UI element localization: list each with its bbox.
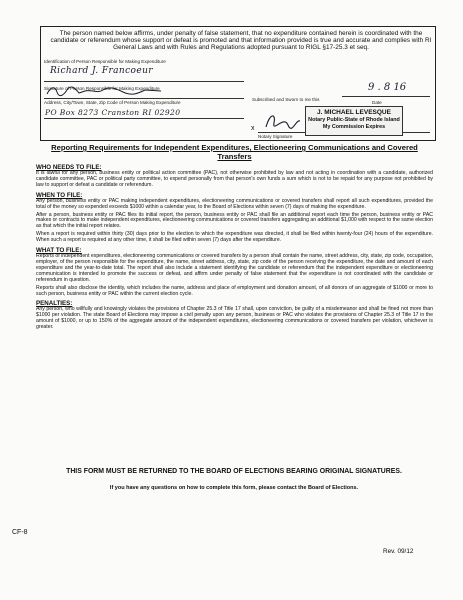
notary-signature-image <box>262 111 302 131</box>
date-line <box>342 96 430 97</box>
when-paragraph-1: Any person, business entity or PAC making independent expenditures, electioneering communications or covered transfers shall report all such expenditures, provided the total of the money so expended exceeds $1000 within a calendar year, to the Board of Elections within seven (7) days of making the expenditure. <box>36 197 433 210</box>
what-paragraph-2: Reports shall also disclose the identity, which includes the name, address and place of employment and donation amount, of all donors of an aggregate of $1000 or more to such person, business entity or PAC within the current election cycle. <box>36 284 433 297</box>
when-paragraph-3: When a report is required within thirty (30) days prior to the election to which the expenditure was directed, it shall be filed within twenty-four (24) hours of the expenditure. When such a report is required at any other time, it shall be filed within seven (7) days after the expenditure. <box>36 231 433 244</box>
subscribed-label: Subscribed and Sworn to me this <box>252 97 320 102</box>
address-label: Address, City/Town, State, Zip Code of Person Making Expenditure <box>44 100 181 105</box>
instructions-section <box>36 143 433 333</box>
what-heading: WHAT TO FILE: <box>36 247 82 255</box>
handwritten-date: 9 . 8 16 <box>368 82 407 93</box>
who-heading: WHO NEEDS TO FILE: <box>36 164 102 171</box>
questions-notice: If you have any questions on how to complete this form, please contact the Board of Elections. <box>109 485 359 491</box>
signature-line <box>44 98 244 99</box>
penalties-paragraph: Any person, who willfully and knowingly violates the provisions of Chapter 25.3 of Title 17 shall, upon conviction, be guilty of a misdemeanor and shall be fined not more than $1000 per violation. The state Board of Elections may impose a civil penalty upon any person, business or PAC who violates the provisions of Chapter 25.3 of Title 17 in the amount of $1000, or up to 150% of the aggregate amount of the independent expenditures, electioneering communications or covered transfers per violation, whichever is greater. <box>36 306 433 331</box>
penalties-heading: PENALTIES: <box>36 300 73 308</box>
return-notice: THIS FORM MUST BE RETURNED TO THE BOARD OF ELECTIONS BEARING ORIGINAL SIGNATURES. <box>66 468 402 475</box>
notary-stamp <box>305 106 403 136</box>
handwritten-name: Richard J. Francoeur <box>50 66 154 76</box>
notary-signature-label: Notary Signature <box>258 134 293 139</box>
name-line <box>44 81 244 82</box>
what-paragraph-1: Reports of independent expenditures, electioneering communications or covered transfers by a person shall contain the name, street address, city, state, zip code, occupation, employer, of the person responsible for the expenditure, the name, street address, city, state, zip code of the person receiving the expenditure, the date and amount of each expenditure and the year-to-date total. The report shall also include a statement identifying the candidate or referendum that the independent expenditure or electioneering communication is intended to promote the success or defeat, and affirm under penalty of false statement that the expenditure is not coordinated with the candidate or referendum in question. <box>36 253 433 283</box>
signature-label: Signature of Person Responsible for Making Expenditure <box>44 86 160 91</box>
date-label: Date <box>372 100 382 105</box>
certification-statement: The person named below affirms, under penalty of false statement, that no expenditure contained herein is coordinated with the candidate or referendum whose support or defeat is promoted and that information provided is true and accurate and complies with RI General Laws and with Rules and Regulations adopted pursuant to RIGL §17-25.3 et seq. <box>50 30 432 52</box>
notary-commission: My Commission Expires <box>322 124 386 130</box>
notary-title: Notary Public-State of Rhode Island <box>308 117 400 123</box>
form-number: CF-8 <box>12 529 28 536</box>
notary-name: J. MICHAEL LEVESQUE <box>317 109 391 116</box>
when-heading: WHEN TO FILE: <box>36 191 83 199</box>
id-label: Identification of Person Responsible for Making Expenditure <box>44 59 166 64</box>
x-mark: x <box>251 125 255 132</box>
when-paragraph-2: After a person, business entity or PAC files its initial report, the person, business entity or PAC shall file an additional report each time the person, business entity or PAC makes or contracts to make independent expenditures, electioneering communications or covered transfers aggregating an additional $1,000 with respect to the same election as that which the initial report relates. <box>36 211 433 230</box>
handwritten-address: PO Box 8273 Cranston RI 02920 <box>45 108 181 117</box>
address-line <box>44 118 244 119</box>
reporting-title: Reporting Requirements for Independent Expenditures, Electioneering Communications and Covered Transfers <box>51 143 418 161</box>
who-paragraph: It is lawful for any person, business entity or political action committee (PAC), not otherwise prohibited by law and not acting in coordination with a candidate, authorized candidate committee, PAC or political party committee, to expend personally from that person's own funds a sum which is not to be repaid for any purpose not prohibited by law to support or defeat a candidate or referendum. <box>36 170 433 188</box>
revision-date: Rev. 09/12 <box>383 548 414 555</box>
